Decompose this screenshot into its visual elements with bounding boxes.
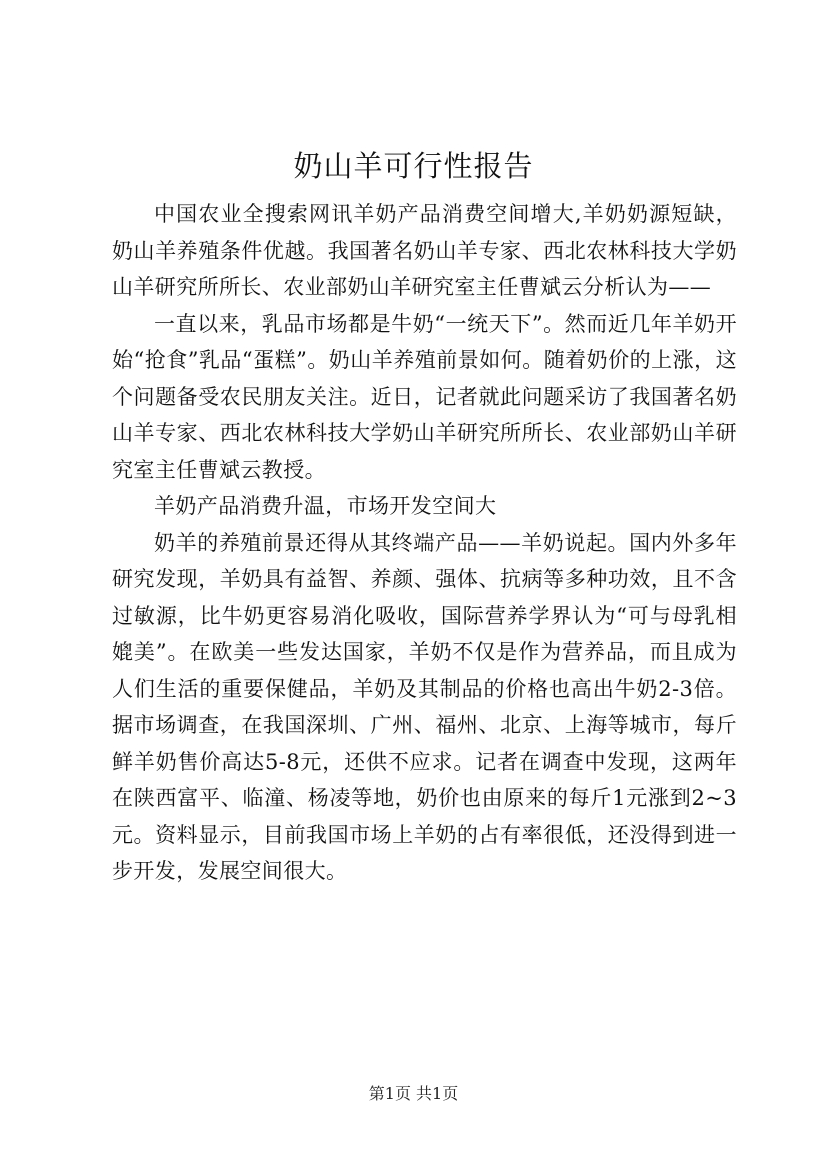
paragraph-intro: 中国农业全搜索网讯羊奶产品消费空间增大,羊奶奶源短缺，奶山羊养殖条件优越。我国著名奶山羊专家、西北农林科技大学奶山羊研究所所长、农业部奶山羊研究室主任曹斌云分析认为—— xyxy=(112,202,737,299)
document-title: 奶山羊可行性报告 xyxy=(293,149,534,183)
paragraph-background: 一直以来，乳品市场都是牛奶“一统天下”。然而近几年羊奶开始“抢食”乳品“蛋糕”。奶山羊养殖前景如何。随着奶价的上涨，这个问题备受农民朋友关注。近日，记者就此问题采访了我国著名奶山羊专家、西北农林科技大学奶山羊研究所所长、农业部奶山羊研究室主任曹斌云教授。 xyxy=(112,311,737,482)
page-footer: 第1页 共1页 xyxy=(368,1084,459,1103)
paragraph-market: 奶羊的养殖前景还得从其终端产品——羊奶说起。国内外多年研究发现，羊奶具有益智、养颜、强体、抗病等多种功效，且不含过敏源，比牛奶更容易消化吸收，国际营养学界认为“可与母乳相媲美”。在欧美一些发达国家，羊奶不仅是作为营养品，而且成为人们生活的重要保健品，羊奶及其制品的价格也高出牛奶2-3倍。据市场调查，在我国深圳、广州、福州、北京、上海等城市，每斤鲜羊奶售价高达5-8元，还供不应求。记者在调查中发现，这两年在陕西富平、临潼、杨凌等地，奶价也由原来的每斤1元涨到2~3元。资料显示，目前我国市场上羊奶的占有率很低，还没得到进一步开发，发展空间很大。 xyxy=(112,530,737,883)
document-body xyxy=(112,196,737,890)
section-subheading: 羊奶产品消费升温，市场开发空间大 xyxy=(154,494,497,518)
